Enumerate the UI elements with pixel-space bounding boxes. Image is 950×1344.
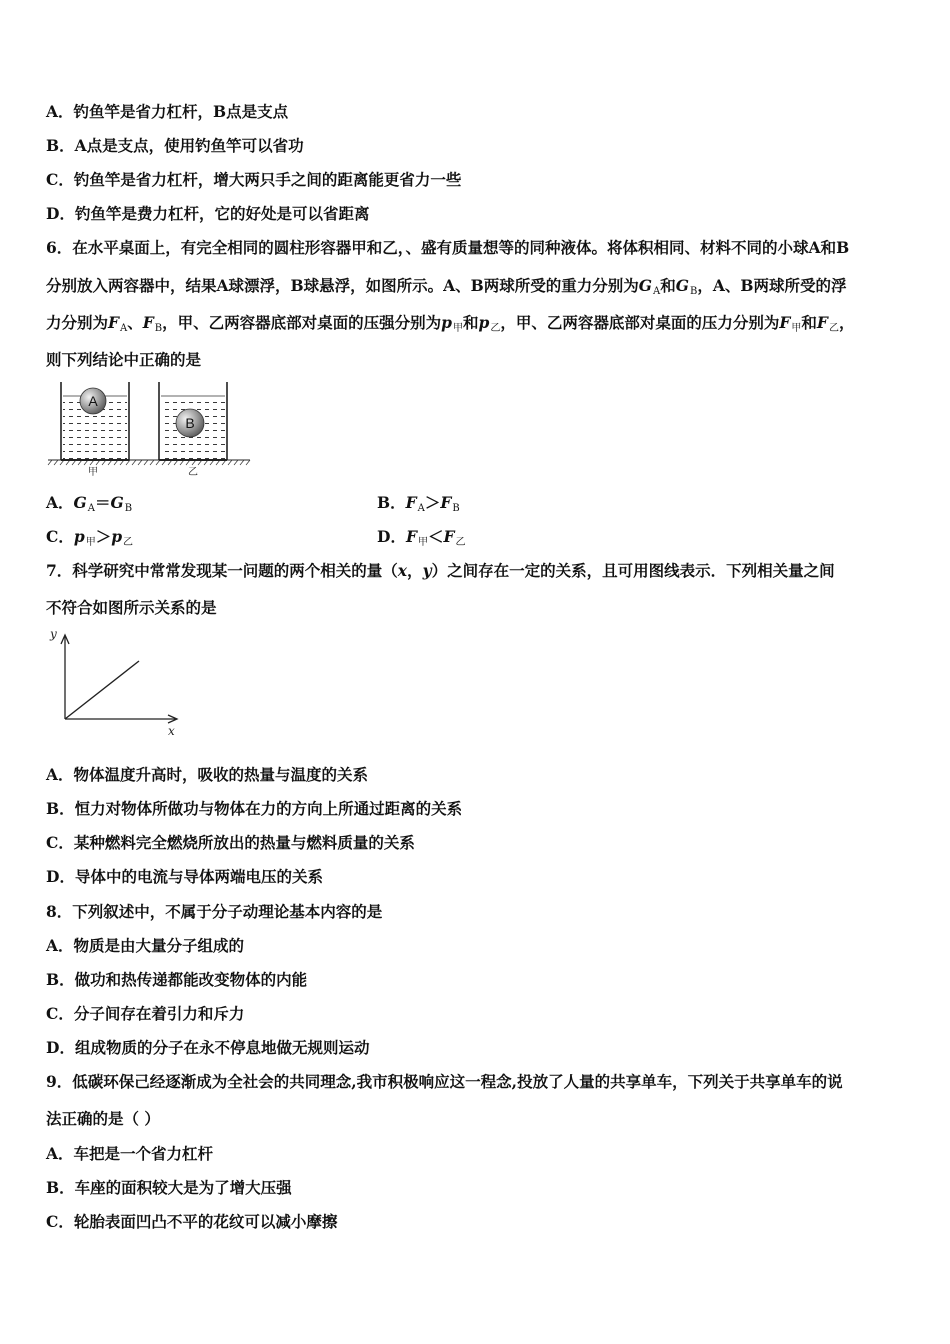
q8-option-b: B．做功和热传递都能改变物体的内能 [46,970,308,989]
q6-stem-line4: 则下列结论中正确的是 [46,350,202,369]
q7-option-b: B．恒力对物体所做功与物体在力的方向上所通过距离的关系 [46,799,463,818]
y-axis-label: y [50,627,57,641]
q6-option-d: D．$F_甲<F_乙$ [377,527,466,548]
q8-option-d: D．组成物质的分子在永不停息地做无规则运动 [46,1038,370,1057]
label-jia: 甲 [88,467,98,478]
q9-option-c: C．轮胎表面凹凸不平的花纹可以减小摩擦 [46,1212,338,1231]
q6-option-b: B．$F_A>F_B$ [377,493,460,514]
q8-stem: 8．下列叙述中，不属于分子动理论基本内容的是 [46,902,383,921]
q9-stem-line1: 9．低碳环保己经逐渐成为全社会的共同理念,我市积极响应这一程念,投放了人量的共享单车，下列关于共享单车的说 [46,1072,843,1091]
ball-a-label: A [88,393,98,409]
q5-option-b: B．A点是支点，使用钓鱼竿可以省功 [46,136,304,155]
proportional-line [65,661,139,719]
q5-option-a: A．钓鱼竿是省力杠杆，B点是支点 [46,102,289,121]
q9-stem-line2: 法正确的是（ ） [46,1109,160,1128]
q7-graph [40,626,190,741]
x-axis-label: x [168,724,175,738]
label-yi: 乙 [188,467,198,478]
q5-option-c: C．钓鱼竿是省力杠杆，增大两只手之间的距离能更省力一些 [46,170,462,189]
q6-stem-line1: 6．在水平桌面上，有完全相同的圆柱形容器甲和乙，、盛有质量想等的同种液体。将体积相同、材料不同的小球A和B [46,238,850,257]
q5-option-d: D．钓鱼竿是费力杠杆，它的好处是可以省距离 [46,204,370,223]
q6-option-a: A．$G_A=G_B$ [46,493,133,514]
q9-option-a: A．车把是一个省力杠杆 [46,1144,214,1163]
q7-option-a: A．物体温度升高时，吸收的热量与温度的关系 [46,765,369,784]
ball-b-label: B [185,415,195,431]
q6-stem-line3: 力分别为$F_A$、$F_B$，甲、乙两容器底部对桌面的压强分别为$p_甲$和$p_乙$，甲、乙两容器底部对桌面的压力分别为$F_甲$和$F_乙$， [46,313,855,334]
q7-option-d: D．导体中的电流与导体两端电压的关系 [46,867,323,886]
q8-option-a: A．物质是由大量分子组成的 [46,936,245,955]
q8-option-c: C．分子间存在着引力和斥力 [46,1004,245,1023]
q7-option-c: C．某种燃料完全燃烧所放出的热量与燃料质量的关系 [46,833,415,852]
q7-stem-line2: 不符合如图所示关系的是 [46,598,217,617]
q6-stem-line2: 分别放入两容器中，结果A球漂浮，B球悬浮，如图所示。A、B两球所受的重力分别为$G_A$和$G_B$，A、B两球所受的浮 [46,276,847,297]
q9-option-b: B．车座的面积较大是为了增大压强 [46,1178,292,1197]
q6-option-c: C．$p_甲>p_乙$ [46,527,134,548]
q7-stem-line1: 7．科学研究中常常发现某一问题的两个相关的量（x，y）之间存在一定的关系，且可用图线表示．下列相关量之间 [46,561,835,580]
q6-figure [44,378,254,478]
